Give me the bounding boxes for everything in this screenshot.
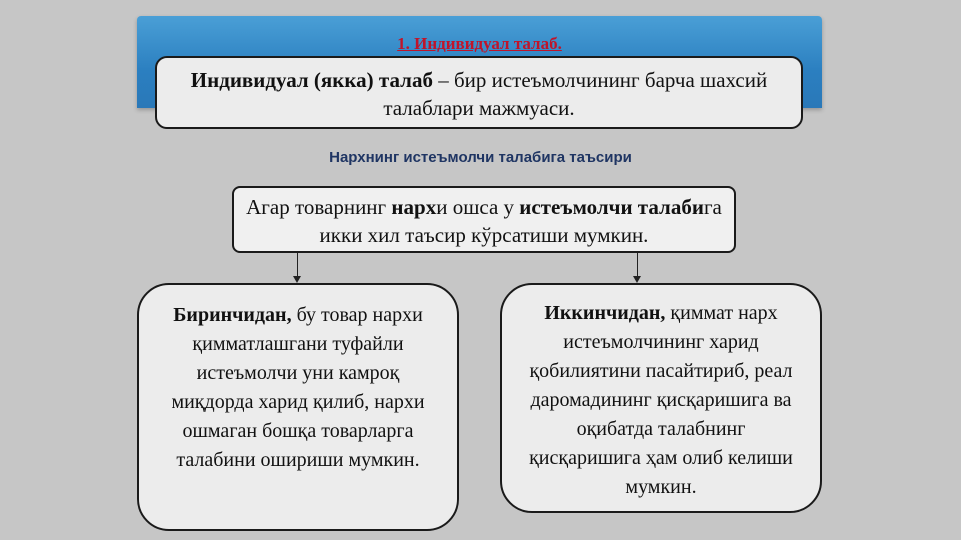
definition-text: – бир истеъмолчининг барча шахсий талаблари мажмуаси. [383, 68, 768, 120]
slide-title: 1. Индивидуал талаб. [397, 34, 562, 53]
second-effect-lead: Иккинчидан, [544, 302, 666, 324]
condition-part-2: и ошса у [436, 195, 520, 219]
first-effect-text: бу товар нархи қимматлашгани туфайли истеъмолчи уни камроқ миқдорда харид қилиб, нархи ошмаган бошқа товарларга талабини ошириши мумкин. [171, 304, 425, 471]
condition-part-3: га икки хил таъсир кўрсатиши мумкин. [319, 195, 722, 247]
first-effect-box [137, 283, 459, 531]
second-effect-box [500, 283, 822, 513]
condition-box [232, 186, 736, 253]
definition-box [155, 56, 803, 129]
definition-term: Индивидуал (якка) талаб [190, 68, 433, 92]
arrow-to-first [297, 253, 298, 281]
condition-bold-2: истеъмолчи талаби [519, 195, 704, 219]
condition-bold-1: нарх [391, 195, 437, 219]
condition-part-1: Агар товарнинг [246, 195, 392, 219]
second-effect-text: қиммат нарх истеъмолчининг харид қобилиятини пасайтириб, реал даромадининг қисқаришига ва оқибатда талабнинг қисқаришига ҳам олиб келиши мумкин. [529, 302, 793, 498]
arrow-to-second [637, 253, 638, 281]
section-subtitle: Нархнинг истеъмолчи талабига таъсири [329, 149, 632, 166]
first-effect-lead: Биринчидан, [173, 304, 292, 326]
